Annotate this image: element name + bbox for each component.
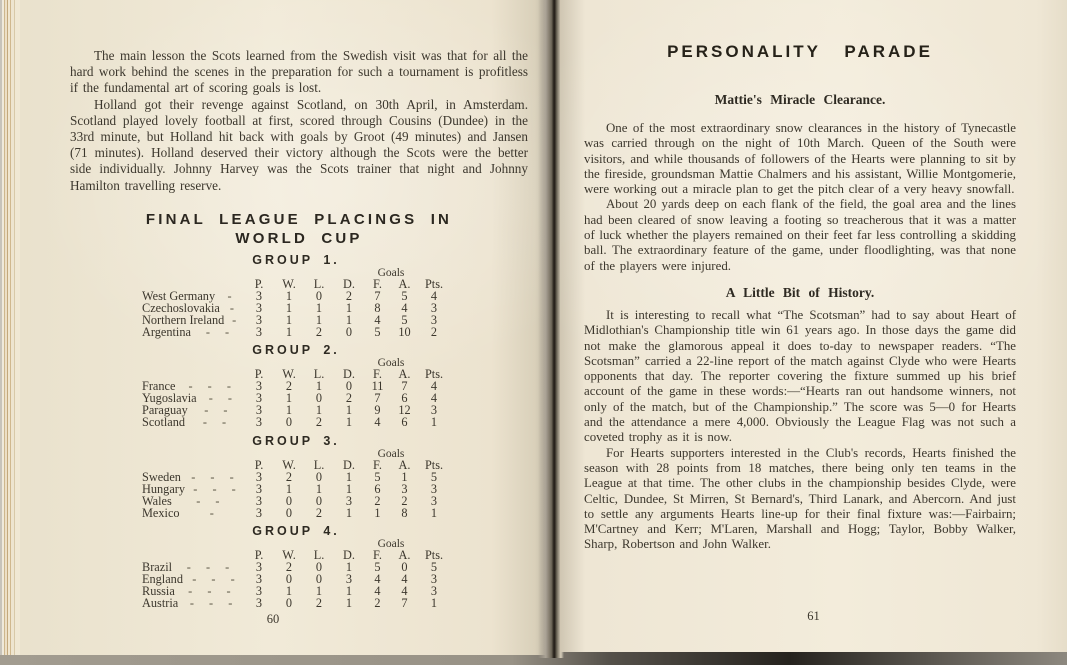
stat-value: 2 (285, 379, 293, 394)
stat-value: 3 (255, 469, 263, 484)
body-paragraph: It is interesting to recall what “The Scotsman” had to say about Heart of Midlothian's Championship title win 61 years ago. In those days the game did not make the glamorous appeal it does to-day to newspaper readers. “The Scotsman” carried a 22-line report of the match against Clyde who were Hearts opponents that day. The reporter covering the fixture summed up his brief account of the game in these words:—“Hearts ran out handsome winners, not only of the match, but of the Championship.” The score was 5—0 for Hearts and the attendance a mere 4,000. Obviously the League Flag was not such a coveted trophy as it is now. (584, 307, 1016, 445)
stat-value: 2 (285, 560, 293, 575)
dash-leader: - - - (189, 598, 233, 610)
stat-value: 12 (398, 403, 411, 418)
stat-value: 0 (315, 572, 323, 587)
group-block (142, 343, 450, 428)
dash-leader: - - - (188, 586, 231, 598)
team-name: Czechoslovakia (142, 300, 220, 315)
right-page (560, 0, 1067, 652)
column-header: L. (313, 548, 325, 563)
stat-value: 2 (430, 324, 438, 339)
table-row (142, 505, 450, 520)
stat-value: 3 (345, 493, 353, 508)
stat-value: 4 (374, 312, 381, 327)
column-header: Pts. (424, 367, 444, 382)
stat-value: 4 (401, 572, 408, 587)
column-header: W. (282, 457, 296, 472)
stat-value: 3 (255, 391, 263, 406)
stat-value: 1 (345, 560, 353, 575)
stat-value: 6 (401, 415, 408, 430)
dash-leader: - (227, 290, 232, 303)
stat-value: 1 (315, 300, 323, 315)
stat-value: 3 (255, 415, 263, 430)
stat-value: 3 (430, 300, 438, 315)
stat-value: 7 (401, 596, 408, 611)
group-block (142, 524, 450, 609)
heading-line-2: WORLD CUP (235, 229, 363, 247)
goals-label: Goals (377, 447, 405, 460)
stat-value: 2 (401, 493, 408, 508)
goals-label: Goals (377, 266, 405, 279)
column-header: P. (254, 367, 264, 382)
column-header: W. (282, 276, 296, 291)
section-heading (70, 210, 528, 248)
team-name: West Germany (142, 288, 216, 303)
stat-value: 1 (345, 415, 353, 430)
column-header: P. (254, 548, 264, 563)
stat-value: 2 (374, 493, 381, 508)
stat-value: 0 (345, 324, 353, 339)
stat-value: 1 (315, 481, 323, 496)
stat-value: 1 (315, 312, 323, 327)
team-name: Wales (142, 493, 172, 508)
stat-value: 1 (430, 505, 438, 520)
stat-value: 4 (401, 584, 408, 599)
column-header: W. (282, 367, 296, 382)
stat-value: 1 (285, 403, 293, 418)
stat-value: 5 (374, 560, 381, 575)
team-name: Austria (142, 596, 179, 611)
team-name: France (142, 379, 176, 394)
stat-value: 1 (315, 379, 323, 394)
sub-heading: A Little Bit of History. (725, 284, 875, 300)
team-cell (142, 598, 244, 609)
stat-value: 1 (315, 403, 323, 418)
goals-label: Goals (377, 357, 405, 370)
stat-value: 7 (374, 288, 381, 303)
stat-value: 1 (345, 481, 353, 496)
stat-value: 2 (285, 469, 293, 484)
team-cell (142, 324, 244, 339)
team-cell (142, 505, 244, 520)
left-page-content (70, 48, 528, 609)
body-paragraph: For Hearts supporters interested in the Club's records, Hearts finished the season with 28 points from 18 matches, there being only ten teams in the League at that time. The other clubs in the championship besides Clyde, were Celtic, Dundee, St Mirren, St Bernard's, Third Lanark, and Abercorn. And just to settle any arguments Hearts line-up for their final fixture was:—Fairbairn; M'Cartney and Kerr; M'Laren, Marshall and Hogg; Taylor, Bobby Walker, Sharp, Robertson and John Walker. (584, 445, 1016, 552)
goals-label: Goals (377, 538, 405, 551)
stat-value: 8 (374, 300, 381, 315)
stat-value: 0 (285, 493, 293, 508)
dash-leader: - - - (188, 381, 231, 393)
column-header: L. (313, 457, 325, 472)
team-name: Hungary (142, 481, 186, 496)
stat-value: 0 (285, 572, 293, 587)
stat-value: 0 (315, 288, 323, 303)
stat-value: 3 (255, 560, 263, 575)
stat-value: 8 (401, 505, 408, 520)
stat-value: 4 (401, 300, 408, 315)
page-number-left: 60 (266, 612, 280, 626)
stat-value: 3 (255, 596, 263, 611)
section-history (584, 285, 1016, 553)
page-title: PERSONALITY PARADE (667, 42, 933, 61)
table-row (142, 417, 450, 428)
body-paragraph: The main lesson the Scots learned from the Swedish visit was that for all the hard work behind the scenes in the preparation for such a tournament is profitless if the fundamental art of scoring goals is lost. (70, 48, 528, 96)
column-header: D. (343, 367, 355, 382)
column-header: A. (398, 548, 411, 563)
column-header: L. (313, 367, 325, 382)
stat-value: 3 (255, 481, 263, 496)
column-header: P. (254, 457, 264, 472)
team-name: Mexico (142, 505, 180, 520)
dash-leader: - - (204, 405, 228, 417)
column-header: F. (373, 457, 382, 472)
body-paragraph: About 20 yards deep on each flank of the field, the goal area and the lines had been cleared of snow leaving a footing so treacherous that it was a matter of luck whether the players remained on their feet far less controlling a skidding ball. The extraordinary feature of the game, under floodlighting, was that none of the players were injured. (584, 197, 1016, 273)
stat-value: 1 (285, 288, 293, 303)
column-header: D. (343, 457, 355, 472)
stat-value: 3 (430, 481, 438, 496)
stat-value: 1 (430, 596, 438, 611)
group-tables (142, 253, 450, 610)
stat-value: 3 (255, 505, 263, 520)
stat-value: 7 (401, 379, 408, 394)
stat-value: 1 (345, 505, 353, 520)
page-edge-stack (0, 0, 20, 655)
column-header: P. (254, 276, 264, 291)
stat-value: 5 (430, 469, 438, 484)
group-heading: GROUP 4. (252, 524, 340, 539)
group-heading: GROUP 3. (252, 433, 340, 448)
team-cell (142, 417, 244, 428)
stat-value: 1 (285, 391, 293, 406)
team-name: Yugoslavia (142, 391, 197, 406)
stat-value: 3 (255, 493, 263, 508)
stat-value: 1 (401, 469, 408, 484)
stat-value: 2 (315, 505, 323, 520)
stat-value: 4 (374, 572, 381, 587)
stat-value: 5 (401, 288, 408, 303)
stat-value: 0 (315, 560, 323, 575)
stat-value: 11 (371, 379, 384, 394)
stat-value: 1 (345, 312, 353, 327)
stat-value: 1 (285, 324, 293, 339)
stat-value: 4 (374, 415, 381, 430)
stat-value: 0 (315, 391, 323, 406)
stat-value: 10 (398, 324, 411, 339)
table-row (142, 598, 450, 609)
stat-value: 0 (285, 596, 293, 611)
dash-leader: - - - (186, 562, 230, 574)
stat-value: 1 (345, 469, 353, 484)
stat-value: 3 (255, 403, 263, 418)
stat-value: 7 (374, 391, 381, 406)
stat-value: 1 (374, 505, 381, 520)
stat-value: 3 (430, 572, 438, 587)
stat-value: 0 (345, 379, 353, 394)
team-name: Northern Ireland (142, 312, 225, 327)
column-header: A. (398, 457, 411, 472)
sub-heading: Mattie's Miracle Clearance. (714, 92, 886, 107)
stat-value: 1 (345, 300, 353, 315)
column-header: F. (373, 367, 382, 382)
stat-value: 9 (374, 403, 381, 418)
column-header: A. (398, 276, 411, 291)
stat-value: 1 (285, 584, 293, 599)
stat-value: 5 (374, 324, 381, 339)
heading-line-1: FINAL LEAGUE PLACINGS IN (145, 210, 453, 228)
column-header: Pts. (424, 548, 444, 563)
stat-value: 3 (430, 312, 438, 327)
stat-value: 4 (430, 379, 438, 394)
team-name: England (142, 572, 183, 587)
stat-value: 1 (285, 300, 293, 315)
stat-value: 3 (430, 584, 438, 599)
dash-leader: - - (205, 326, 230, 339)
dash-leader: - (209, 507, 214, 520)
stat-value: 1 (285, 312, 293, 327)
body-paragraph: One of the most extraordinary snow clearances in the history of Tynecastle was carried through on the night of 10th March. Queen of the South were visitors, and while thousands of followers of the Hearts were planning to sit by the fireside, groundsman Mattie Chalmers and his assistant, Willie Montgomerie, were working out a miracle plan to get the pitch clear of a very heavy snowfall. (584, 121, 1016, 197)
stat-value: 5 (401, 312, 408, 327)
stat-value: 2 (315, 415, 323, 430)
page-number-right: 61 (807, 609, 820, 623)
column-header: D. (343, 548, 355, 563)
stat-value: 3 (255, 312, 263, 327)
column-header: F. (373, 276, 382, 291)
stat-value: 0 (285, 415, 293, 430)
stat-value: 6 (401, 391, 408, 406)
team-name: Brazil (142, 560, 173, 575)
column-header: F. (373, 548, 382, 563)
stat-value: 1 (285, 481, 293, 496)
group-heading: GROUP 2. (252, 343, 340, 358)
dash-leader: - - (202, 417, 227, 429)
stat-value: 5 (430, 560, 438, 575)
stat-value: 3 (401, 481, 408, 496)
column-header: W. (282, 548, 296, 563)
stat-value: 2 (374, 596, 381, 611)
dash-leader: - - (208, 393, 232, 405)
stat-value: 2 (345, 288, 353, 303)
dash-leader: - (232, 314, 237, 327)
dash-leader: - (229, 302, 234, 315)
stat-value: 3 (345, 572, 353, 587)
stat-value: 3 (255, 584, 263, 599)
stat-value: 0 (401, 560, 408, 575)
stat-value: 2 (345, 391, 353, 406)
stat-value: 1 (315, 584, 323, 599)
stat-value: 2 (315, 596, 323, 611)
dash-leader: - - (196, 495, 220, 508)
table-row (142, 324, 450, 339)
team-name: Argentina (142, 324, 191, 339)
stat-value: 0 (315, 469, 323, 484)
stat-value: 4 (430, 391, 438, 406)
stat-value: 3 (430, 493, 438, 508)
stat-value: 3 (255, 324, 263, 339)
team-name: Scotland (142, 415, 186, 430)
team-name: Russia (142, 584, 175, 599)
stat-value: 3 (255, 379, 263, 394)
stat-value: 3 (430, 403, 438, 418)
column-header: Pts. (424, 276, 444, 291)
stat-value: 4 (374, 584, 381, 599)
column-header: D. (343, 276, 355, 291)
stat-value: 4 (430, 288, 438, 303)
stat-value: 1 (345, 403, 353, 418)
stat-value: 3 (255, 288, 263, 303)
stat-value: 3 (255, 572, 263, 587)
stat-value: 6 (374, 481, 381, 496)
stat-value: 0 (315, 493, 323, 508)
dash-leader: - - - (193, 483, 236, 496)
column-header: A. (398, 367, 411, 382)
group-block (142, 253, 450, 338)
stat-value: 5 (374, 469, 381, 484)
body-paragraph: Holland got their revenge against Scotland, on 30th April, in Amsterdam. Scotland played lovely football at first, scored through Cousins (Dundee) in the 33rd minute, but Holland hit back with goals by Groot (49 minutes) and Jansen (71 minutes). Holland deserved their victory although the Scots were the better side individually. Johnny Harvey was the Scots trainer that night and Johnny Hamilton travelling reserve. (70, 96, 528, 193)
stat-value: 1 (345, 584, 353, 599)
column-header: L. (313, 276, 325, 291)
stat-value: 3 (255, 300, 263, 315)
group-block (142, 434, 450, 519)
team-name: Paraguay (142, 403, 188, 418)
dash-leader: - - - (191, 471, 234, 484)
stat-value: 2 (315, 324, 323, 339)
section-mattie (584, 92, 1016, 274)
group-heading: GROUP 1. (252, 252, 340, 267)
team-name: Sweden (142, 469, 181, 484)
column-header: Pts. (424, 457, 444, 472)
dash-leader: - - - (192, 574, 235, 586)
stat-value: 0 (285, 505, 293, 520)
stat-value: 1 (345, 596, 353, 611)
right-page-content (584, 42, 1016, 553)
stat-value: 1 (430, 415, 438, 430)
